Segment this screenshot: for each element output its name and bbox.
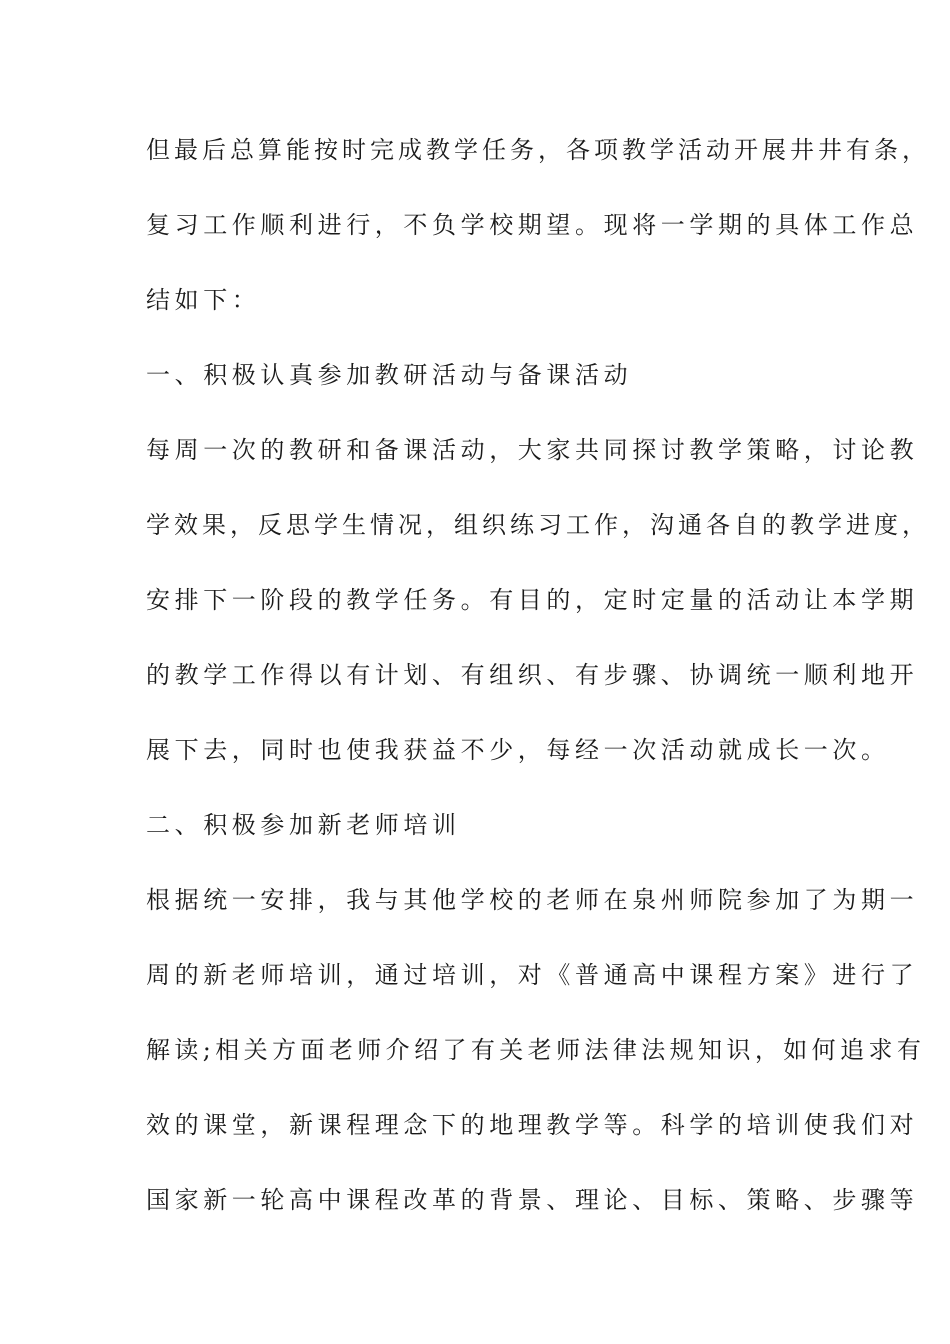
paragraph-line: 的教学工作得以有计划、有组织、有步骤、协调统一顺利地开 [146, 661, 919, 689]
paragraph-line: 根据统一安排，我与其他学校的老师在泉州师院参加了为期一 [146, 886, 919, 914]
paragraph-line: 复习工作顺利进行，不负学校期望。现将一学期的具体工作总 [146, 211, 919, 239]
paragraph-line: 每周一次的教研和备课活动，大家共同探讨教学策略，讨论教 [146, 436, 919, 464]
paragraph-line: 学效果，反思学生情况，组织练习工作，沟通各自的教学进度， [146, 511, 930, 539]
paragraph-line: 安排下一阶段的教学任务。有目的，定时定量的活动让本学期 [146, 586, 919, 614]
section-heading: 一、积极认真参加教研活动与备课活动 [146, 361, 633, 389]
paragraph-line: 效的课堂，新课程理念下的地理教学等。科学的培训使我们对 [146, 1111, 919, 1139]
paragraph-line: 结如下： [146, 286, 261, 314]
paragraph-line: 解读;相关方面老师介绍了有关老师法律法规知识，如何追求有 [146, 1036, 926, 1064]
paragraph-line: 国家新一轮高中课程改革的背景、理论、目标、策略、步骤等 [146, 1186, 919, 1214]
section-heading: 二、积极参加新老师培训 [146, 811, 461, 839]
paragraph-line: 展下去，同时也使我获益不少，每经一次活动就成长一次。 [146, 736, 890, 764]
paragraph-line: 周的新老师培训，通过培训，对《普通高中课程方案》进行了 [146, 961, 919, 989]
paragraph-line: 但最后总算能按时完成教学任务，各项教学活动开展井井有条， [146, 136, 930, 164]
